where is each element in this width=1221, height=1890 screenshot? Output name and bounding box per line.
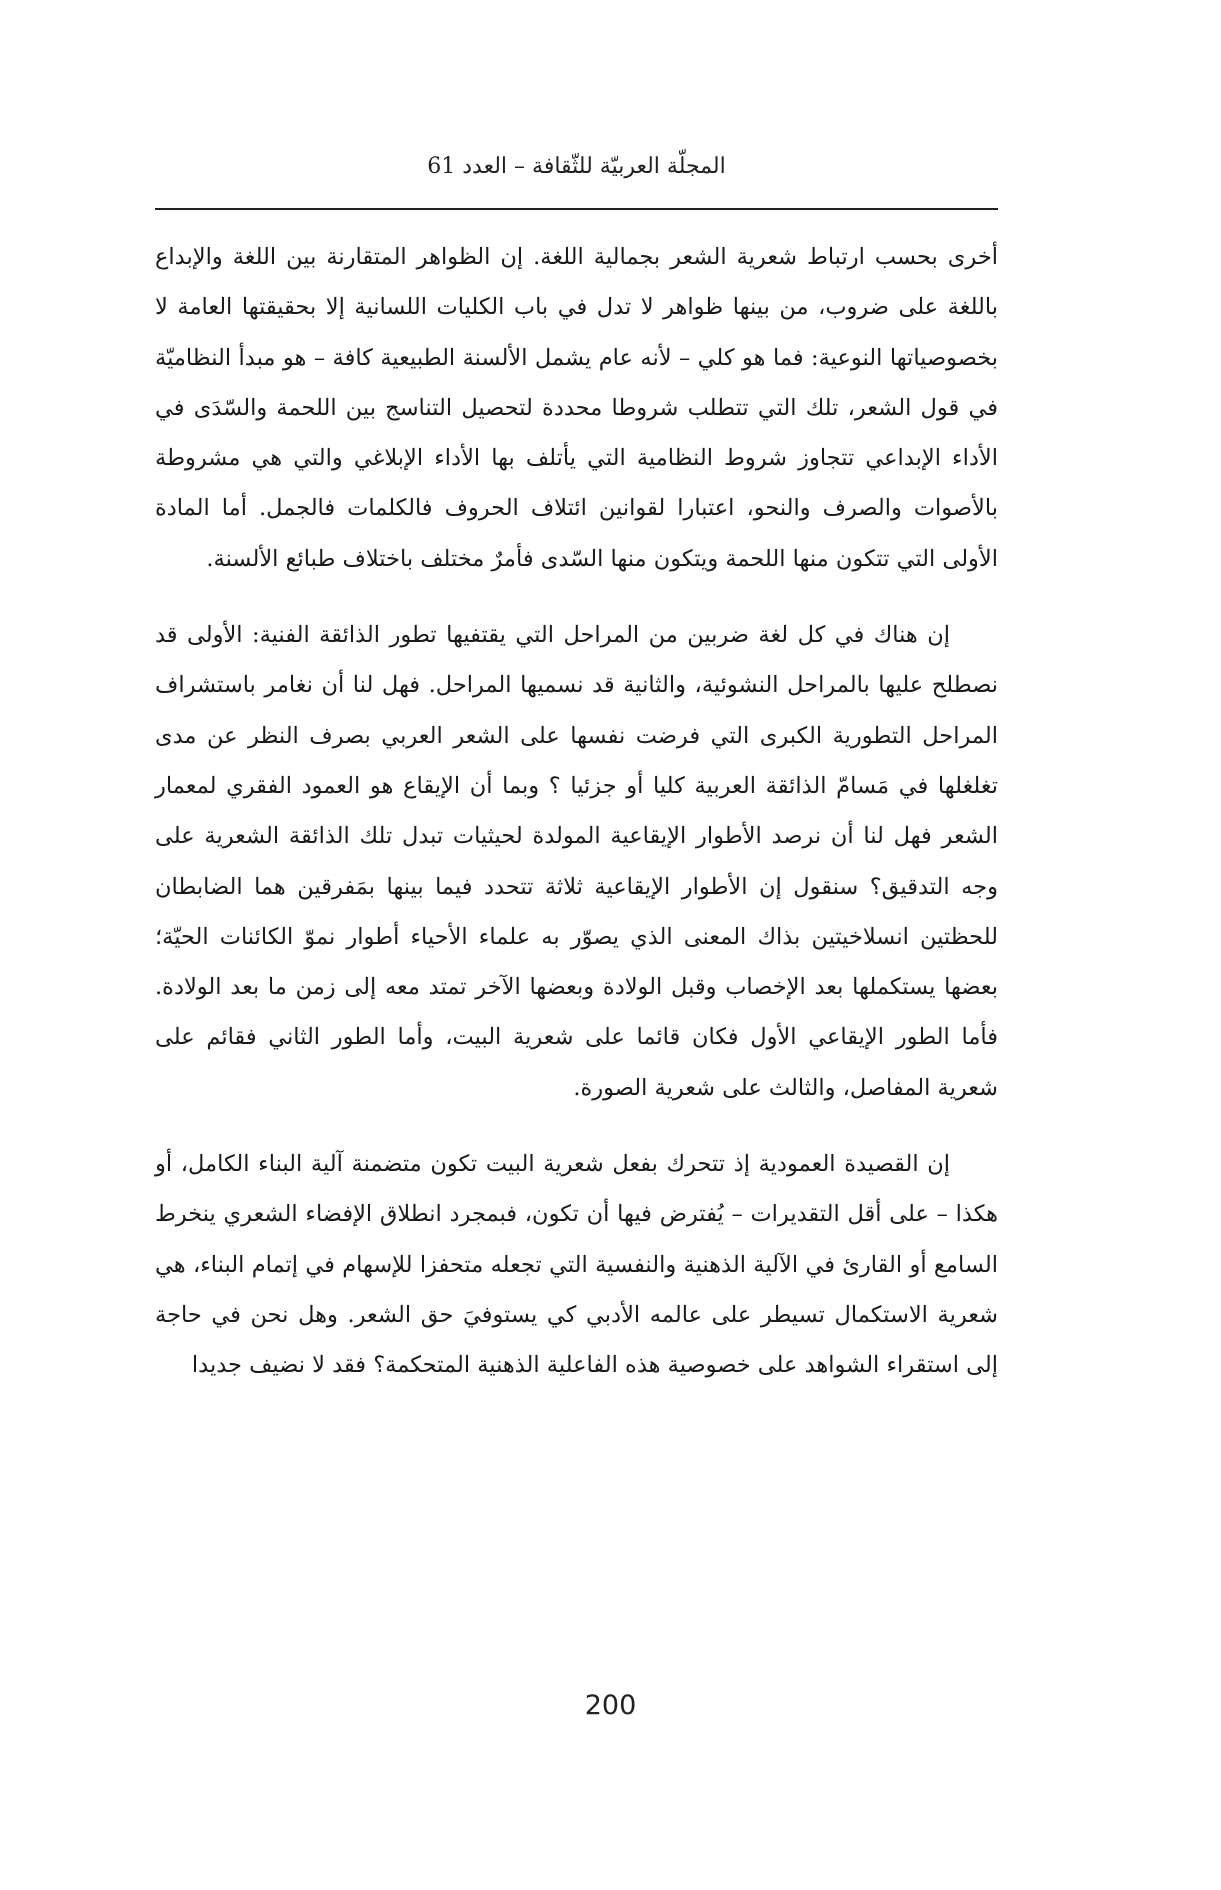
paragraph: أخرى بحسب ارتباط شعرية الشعر بجمالية اللغة. إن الظواهر المتقارنة بين اللغة والإبداع باللغة على ضروب، من بينها ظواهر لا تدل في باب الكليات اللسانية إلا بحقيقتها العامة لا بخصوصياتها النوعية: فما هو كلي – لأنه عام يشمل الألسنة الطبيعية كافة – هو مبدأ النظاميّة في قول الشعر، تلك التي تتطلب شروطا محددة لتحصيل التناسج بين اللحمة والسّدَى في الأداء الإبداعي تتجاوز شروط النظامية التي يأتلف بها الأداء الإبلاغي والتي هي مشروطة بالأصوات والصرف والنحو، اعتبارا لقوانين ائتلاف الحروف فالكلمات فالجمل. أما المادة الأولى التي تتكون منها اللحمة ويتكون منها السّدى فأمرٌ مختلف باختلاف طبائع الألسنة. <box>155 244 998 572</box>
paragraph: إن هناك في كل لغة ضربين من المراحل التي يقتفيها تطور الذائقة الفنية: الأولى قد نصطلح عليها بالمراحل النشوئية، والثانية قد نسميها المراحل. فهل لنا أن نغامر باستشراف المراحل التطورية الكبرى التي فرضت نفسها على الشعر العربي بصرف النظر عن مدى تغلغلها في مَسامّ الذائقة العربية كليا أو جزئيا ؟ وبما أن الإيقاع هو العمود الفقري لمعمار الشعر فهل لنا أن نرصد الأطوار الإيقاعية المولدة لحيثيات تبدل تلك الذائقة الشعرية على وجه التدقيق؟ سنقول إن الأطوار الإيقاعية ثلاثة تتحدد فيما بينها بمَفرقين هما الضابطان للحظتين انسلاخيتين بذاك المعنى الذي يصوّر به علماء الأحياء أطوار نموّ الكائنات الحيّة؛ بعضها يستكملها بعد الإخصاب وقبل الولادة وبعضها الآخر تمتد معه إلى زمن ما بعد الولادة. فأما الطور الإيقاعي الأول فكان قائما على شعرية البيت، وأما الطور الثاني فقائم على شعرية المفاصل، والثالث على شعرية الصورة. <box>155 622 998 1101</box>
running-header: المجلّة العربيّة للثّقافة – العدد 61 <box>427 154 726 179</box>
page-number: 200 <box>584 1690 637 1721</box>
header-divider <box>155 208 998 210</box>
paragraph: إن القصيدة العمودية إذ تتحرك بفعل شعرية البيت تكون متضمنة آلية البناء الكامل، أو هكذا – على أقل التقديرات – يُفترض فيها أن تكون، فبمجرد انطلاق الإفضاء الشعري ينخرط السامع أو القارئ في الآلية الذهنية والنفسية التي تجعله متحفزا للإسهام في إتمام البناء، هي شعرية الاستكمال تسيطر على عالمه الأدبي كي يستوفيَ حق الشعر. وهل نحن في حاجة إلى استقراء الشواهد على خصوصية هذه الفاعلية الذهنية المتحكمة؟ فقد لا نضيف جديدا <box>155 1151 998 1379</box>
article-body <box>155 232 998 1417</box>
